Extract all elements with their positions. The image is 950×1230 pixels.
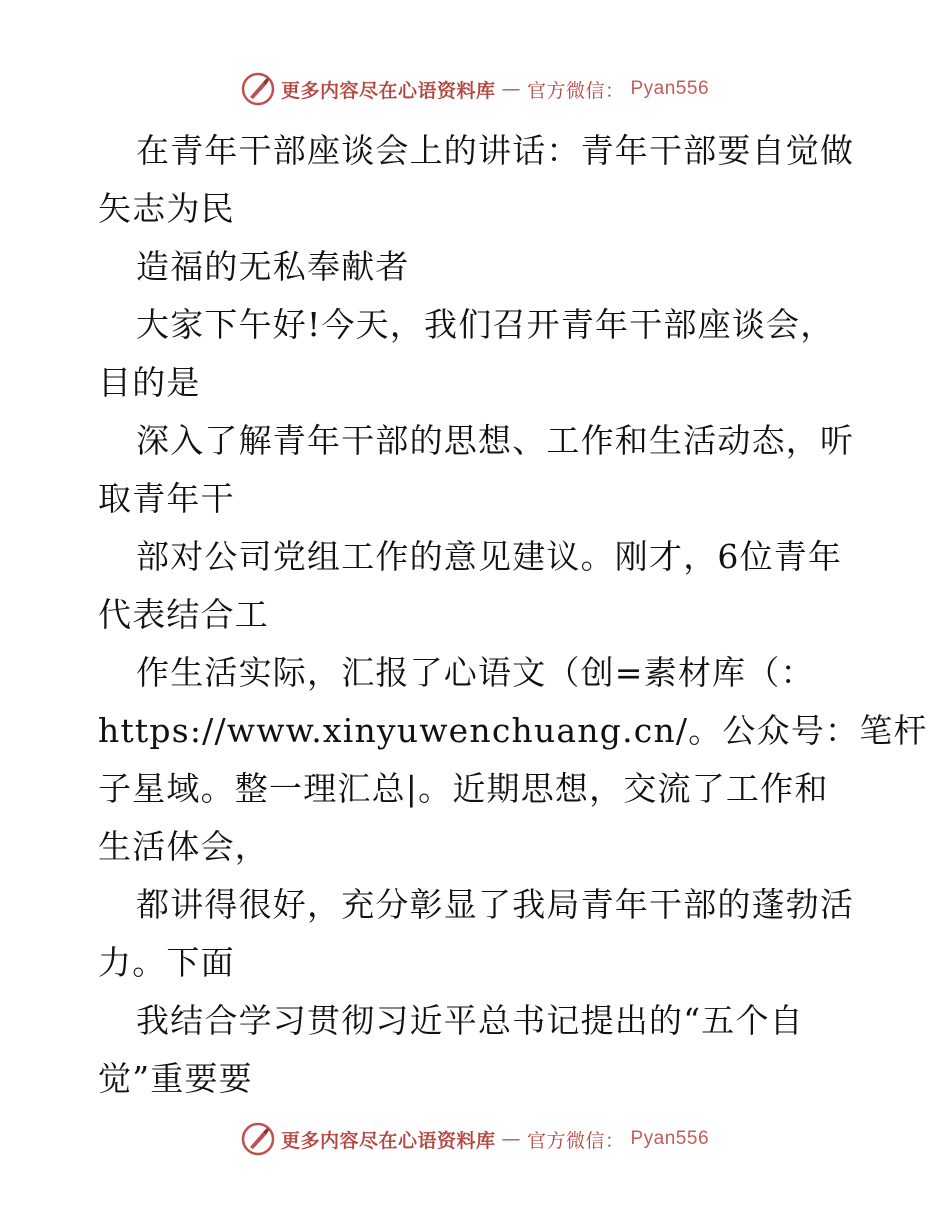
text-line: 造福的无私奉献者 [136, 247, 410, 286]
text-line: 大家下午好!今天，我们召开青年干部座谈会， [136, 305, 835, 344]
header-banner [0, 72, 950, 106]
banner-wechat-handle: Pyan556 [630, 78, 710, 99]
text-line: 作生活实际，汇报了心语文（创=素材库（： [136, 653, 815, 692]
text-line: https://www.xinyuwenchuang.cn/。公众号：笔杆 [98, 711, 928, 750]
text-line: 在青年干部座谈会上的讲话：青年干部要自觉做 [136, 131, 855, 170]
text-line: 深入了解青年干部的思想、工作和生活动态，听 [136, 421, 855, 460]
banner-wechat-label: 官方微信： [526, 79, 625, 102]
text-line: 矢志为民 [98, 189, 235, 228]
banner-wechat-handle: Pyan556 [630, 1128, 710, 1149]
document-body [98, 122, 928, 1108]
pen-logo-icon [241, 72, 275, 106]
text-line: 都讲得很好，充分彰显了我局青年干部的蓬勃活 [136, 885, 855, 924]
banner-separator: — [501, 1128, 521, 1150]
banner-brand-text: 更多内容尽在心语资料库 [280, 1129, 496, 1152]
footer-banner [0, 1122, 950, 1156]
banner-brand-text: 更多内容尽在心语资料库 [280, 79, 496, 102]
text-line: 生活体会， [98, 827, 269, 866]
text-line: 取青年干 [98, 479, 235, 518]
pen-logo-icon [241, 1122, 275, 1156]
banner-separator: — [501, 78, 521, 100]
text-line: 力。下面 [98, 943, 235, 982]
text-line: 觉”重要要 [98, 1059, 253, 1098]
text-line: 子星域。整一理汇总|。近期思想，交流了工作和 [98, 769, 829, 808]
text-line: 我结合学习贯彻习近平总书记提出的“五个自 [136, 1001, 804, 1040]
text-line: 部对公司党组工作的意见建议。刚才，6位青年 [136, 537, 843, 576]
banner-wechat-label: 官方微信： [526, 1129, 625, 1152]
text-line: 目的是 [98, 363, 201, 402]
text-line: 代表结合工 [98, 595, 269, 634]
